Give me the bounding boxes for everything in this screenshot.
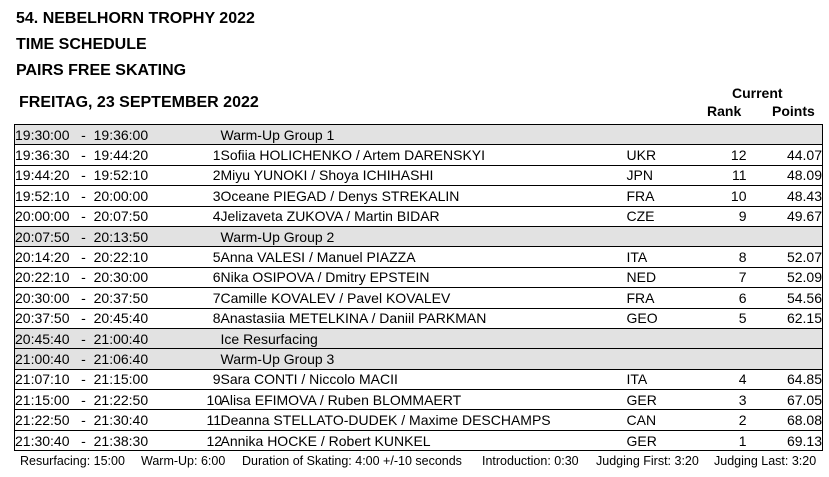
end-time: 21:30:40: [93, 412, 149, 429]
end-time: 20:45:40: [93, 310, 149, 327]
current-points: 69.13: [747, 430, 823, 450]
current-rank: [715, 349, 747, 369]
start-time: 20:30:00: [15, 289, 70, 306]
time-range: [15, 247, 207, 267]
start-number: [207, 125, 221, 145]
time-range: [15, 410, 207, 430]
start-number: 5: [207, 247, 221, 267]
nation: [627, 226, 715, 246]
nation: ITA: [627, 369, 715, 389]
end-time: 21:06:40: [93, 350, 149, 367]
current-rank: 10: [715, 186, 747, 206]
rank-header: Rank: [707, 103, 742, 119]
time-range: [15, 288, 207, 308]
time-range: [15, 226, 207, 246]
nation: GEO: [627, 308, 715, 328]
skater-names: Miyu YUNOKI / Shoya ICHIHASHI: [221, 165, 627, 185]
schedule-group-row: [15, 125, 823, 145]
group-label: Ice Resurfacing: [221, 328, 627, 348]
skater-names: Jelizaveta ZUKOVA / Martin BIDAR: [221, 206, 627, 226]
schedule-table: [14, 124, 823, 451]
current-points: [747, 349, 823, 369]
start-number: 12: [207, 430, 221, 450]
start-number: 1: [207, 145, 221, 165]
start-time: 20:22:10: [15, 269, 70, 286]
current-rank: 12: [715, 145, 747, 165]
nation: JPN: [627, 165, 715, 185]
current-points: 52.07: [747, 247, 823, 267]
start-number: 8: [207, 308, 221, 328]
footer-resurfacing: Resurfacing: 15:00: [20, 454, 125, 468]
current-points: 67.05: [747, 390, 823, 410]
footer-introduction: Introduction: 0:30: [482, 454, 579, 468]
start-number: [207, 226, 221, 246]
nation: GER: [627, 390, 715, 410]
start-number: 7: [207, 288, 221, 308]
time-range: [15, 430, 207, 450]
nation: GER: [627, 430, 715, 450]
current-points: 48.09: [747, 165, 823, 185]
schedule-skater-row: [15, 145, 823, 165]
schedule-skater-row: [15, 186, 823, 206]
skater-names: Camille KOVALEV / Pavel KOVALEV: [221, 288, 627, 308]
start-number: 10: [207, 390, 221, 410]
end-time: 21:00:40: [93, 330, 149, 347]
end-time: 20:13:50: [93, 228, 149, 245]
time-separator: -: [69, 208, 94, 225]
nation: [627, 349, 715, 369]
segment-title: PAIRS FREE SKATING: [16, 62, 187, 79]
current-points: 48.43: [747, 186, 823, 206]
schedule-skater-row: [15, 206, 823, 226]
end-time: 20:07:50: [93, 208, 149, 225]
schedule-group-row: [15, 328, 823, 348]
schedule-skater-row: [15, 165, 823, 185]
current-points: [747, 328, 823, 348]
start-time: 19:36:30: [15, 147, 70, 164]
event-title: 54. NEBELHORN TROPHY 2022: [16, 10, 255, 27]
start-time: 20:37:50: [15, 310, 70, 327]
group-label: Warm-Up Group 1: [221, 125, 627, 145]
document-type: TIME SCHEDULE: [16, 36, 147, 53]
skater-names: Alisa EFIMOVA / Ruben BLOMMAERT: [221, 390, 627, 410]
current-rank: [715, 125, 747, 145]
time-separator: -: [69, 310, 94, 327]
time-separator: -: [69, 228, 94, 245]
time-separator: -: [69, 289, 94, 306]
time-range: [15, 145, 207, 165]
start-number: 9: [207, 369, 221, 389]
start-time: 21:07:10: [15, 371, 70, 388]
skater-names: Deanna STELLATO-DUDEK / Maxime DESCHAMPS: [221, 410, 627, 430]
start-time: 19:52:10: [15, 187, 70, 204]
time-range: [15, 186, 207, 206]
end-time: 19:36:00: [93, 126, 149, 143]
current-points: 68.08: [747, 410, 823, 430]
end-time: 21:15:00: [93, 371, 149, 388]
end-time: 20:37:50: [93, 289, 149, 306]
time-range: [15, 308, 207, 328]
nation: ITA: [627, 247, 715, 267]
current-rank: [715, 328, 747, 348]
time-separator: -: [69, 330, 94, 347]
current-points: 64.85: [747, 369, 823, 389]
skater-names: Anastasiia METELKINA / Daniil PARKMAN: [221, 308, 627, 328]
time-separator: -: [69, 249, 94, 266]
skater-names: Anna VALESI / Manuel PIAZZA: [221, 247, 627, 267]
start-time: 20:00:00: [15, 208, 70, 225]
current-rank: 9: [715, 206, 747, 226]
schedule-skater-row: [15, 308, 823, 328]
end-time: 20:30:00: [93, 269, 149, 286]
end-time: 20:22:10: [93, 249, 149, 266]
group-label: Warm-Up Group 3: [221, 349, 627, 369]
start-time: 19:44:20: [15, 167, 70, 184]
time-separator: -: [69, 432, 94, 449]
end-time: 21:22:50: [93, 391, 149, 408]
time-separator: -: [69, 350, 94, 367]
start-time: 21:30:40: [15, 432, 70, 449]
end-time: 19:44:20: [93, 147, 149, 164]
end-time: 19:52:10: [93, 167, 149, 184]
nation: NED: [627, 267, 715, 287]
skater-names: Annika HOCKE / Robert KUNKEL: [221, 430, 627, 450]
nation: CAN: [627, 410, 715, 430]
schedule-skater-row: [15, 267, 823, 287]
footer-warmup: Warm-Up: 6:00: [141, 454, 226, 468]
start-number: 11: [207, 410, 221, 430]
nation: FRA: [627, 186, 715, 206]
time-range: [15, 206, 207, 226]
schedule-group-row: [15, 226, 823, 246]
nation: FRA: [627, 288, 715, 308]
footer-judging-first: Judging First: 3:20: [596, 454, 699, 468]
time-separator: -: [69, 371, 94, 388]
time-separator: -: [69, 391, 94, 408]
current-rank: [715, 226, 747, 246]
start-number: 3: [207, 186, 221, 206]
current-rank: 5: [715, 308, 747, 328]
time-range: [15, 267, 207, 287]
schedule-skater-row: [15, 369, 823, 389]
skater-names: Sara CONTI / Niccolo MACII: [221, 369, 627, 389]
time-separator: -: [69, 126, 94, 143]
current-rank: 1: [715, 430, 747, 450]
nation: UKR: [627, 145, 715, 165]
start-time: 20:14:20: [15, 249, 70, 266]
schedule-skater-row: [15, 247, 823, 267]
schedule-skater-row: [15, 288, 823, 308]
time-separator: -: [69, 187, 94, 204]
skater-names: Oceane PIEGAD / Denys STREKALIN: [221, 186, 627, 206]
current-header: Current: [732, 85, 783, 101]
points-header: Points: [772, 103, 815, 119]
current-rank: 7: [715, 267, 747, 287]
time-range: [15, 390, 207, 410]
nation: [627, 125, 715, 145]
current-points: 62.15: [747, 308, 823, 328]
current-rank: 3: [715, 390, 747, 410]
skater-names: Nika OSIPOVA / Dmitry EPSTEIN: [221, 267, 627, 287]
current-rank: 6: [715, 288, 747, 308]
current-rank: 2: [715, 410, 747, 430]
current-points: 44.07: [747, 145, 823, 165]
time-range: [15, 328, 207, 348]
current-points: [747, 226, 823, 246]
schedule-skater-row: [15, 430, 823, 450]
start-number: 4: [207, 206, 221, 226]
start-number: 6: [207, 267, 221, 287]
end-time: 21:38:30: [93, 432, 149, 449]
time-range: [15, 349, 207, 369]
time-separator: -: [69, 167, 94, 184]
start-time: 20:07:50: [15, 228, 70, 245]
nation: CZE: [627, 206, 715, 226]
start-time: 19:30:00: [15, 126, 70, 143]
footer-judging-last: Judging Last: 3:20: [714, 454, 817, 468]
time-separator: -: [69, 147, 94, 164]
start-number: [207, 328, 221, 348]
current-points: 52.09: [747, 267, 823, 287]
end-time: 20:00:00: [93, 187, 149, 204]
current-points: [747, 125, 823, 145]
time-range: [15, 165, 207, 185]
start-number: [207, 349, 221, 369]
nation: [627, 328, 715, 348]
start-number: 2: [207, 165, 221, 185]
current-rank: 11: [715, 165, 747, 185]
group-label: Warm-Up Group 2: [221, 226, 627, 246]
current-points: 54.56: [747, 288, 823, 308]
schedule-group-row: [15, 349, 823, 369]
time-range: [15, 369, 207, 389]
current-rank: 4: [715, 369, 747, 389]
start-time: 21:22:50: [15, 412, 70, 429]
start-time: 21:15:00: [15, 391, 70, 408]
time-separator: -: [69, 269, 94, 286]
schedule-skater-row: [15, 410, 823, 430]
footer-duration: Duration of Skating: 4:00 +/-10 seconds: [242, 454, 462, 468]
schedule-skater-row: [15, 390, 823, 410]
time-range: [15, 125, 207, 145]
current-rank: 8: [715, 247, 747, 267]
skater-names: Sofiia HOLICHENKO / Artem DARENSKYI: [221, 145, 627, 165]
schedule-date: FREITAG, 23 SEPTEMBER 2022: [19, 94, 259, 111]
start-time: 20:45:40: [15, 330, 70, 347]
time-separator: -: [69, 412, 94, 429]
current-points: 49.67: [747, 206, 823, 226]
schedule-footer: [20, 453, 820, 469]
start-time: 21:00:40: [15, 350, 70, 367]
